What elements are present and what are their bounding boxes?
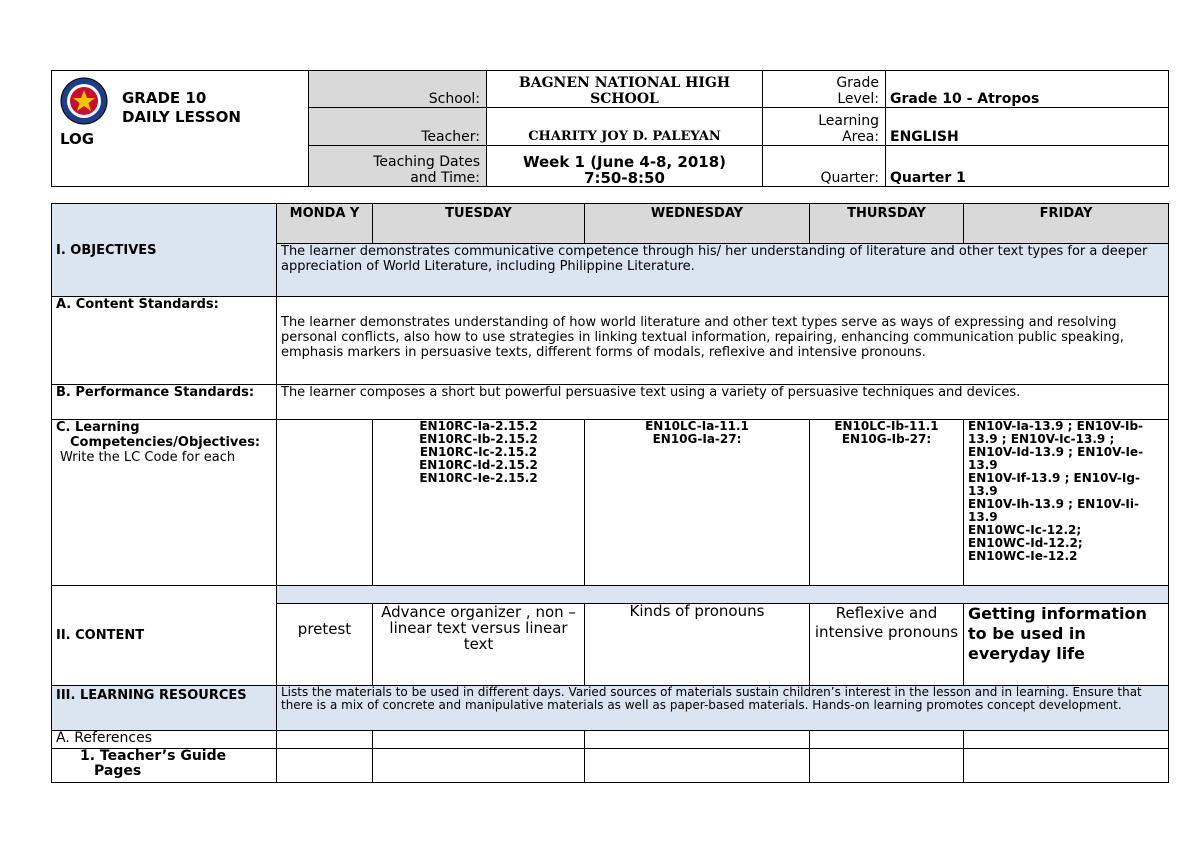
quarter-value: Quarter 1 — [886, 146, 1169, 187]
content-tuesday: Advance organizer , non – linear text versus linear text — [373, 604, 585, 686]
references-tuesday — [373, 731, 585, 749]
teachers-guide-monday — [277, 749, 373, 783]
content-monday: pretest — [277, 604, 373, 686]
school-value: BAGNEN NATIONAL HIGH SCHOOL — [487, 71, 763, 108]
teacher-label: Teacher: — [309, 108, 487, 146]
lc-code: EN10LC-Ib-11.1 — [834, 419, 939, 433]
lc-code: EN10WC-Ic-12.2; — [968, 523, 1082, 537]
content-thursday: Reflexive and intensive pronouns — [810, 604, 964, 686]
learning-area-value: ENGLISH — [886, 108, 1169, 146]
references-label: A. References — [52, 731, 277, 749]
references-thursday — [810, 731, 964, 749]
competencies-monday — [277, 420, 373, 586]
competencies-label: C. Learning Competencies/Objectives: — [56, 420, 261, 450]
deped-seal-icon — [60, 77, 108, 125]
lc-code: EN10G-Ia-27: — [652, 432, 742, 446]
day-wednesday: WEDNESDAY — [585, 204, 810, 244]
lc-code: EN10WC-Ie-12.2 — [968, 549, 1078, 563]
title-block — [52, 71, 309, 187]
competencies-tuesday — [373, 420, 585, 586]
quarter-label: Quarter: — [763, 146, 886, 187]
lc-code: EN10V-Ih-13.9 ; EN10V-Ii-13.9 — [968, 497, 1139, 524]
lc-code: EN10WC-Id-12.2; — [968, 536, 1083, 550]
competencies-sublabel: Write the LC Code for each — [60, 450, 236, 465]
day-friday: FRIDAY — [964, 204, 1169, 244]
references-friday — [964, 731, 1169, 749]
lesson-table — [51, 203, 1169, 783]
grade-level-value: Grade 10 - Atropos — [886, 71, 1169, 108]
content-blue-band — [277, 586, 1169, 604]
teaching-dates-label-line2: and Time: — [410, 170, 480, 186]
lc-code: EN10V-Ia-13.9 ; EN10V-Ib-13.9 ; EN10V-Ic-13.9 ; — [968, 419, 1144, 446]
learning-area-label-line2: Area: — [842, 129, 879, 145]
learning-area-label — [763, 108, 886, 146]
content-wednesday: Kinds of pronouns — [585, 604, 810, 686]
lc-code: EN10V-If-13.9 ; EN10V-Ig-13.9 — [968, 471, 1140, 498]
lc-code: EN10RC-Ib-2.15.2 — [419, 432, 538, 446]
day-tuesday: TUESDAY — [373, 204, 585, 244]
teaching-dates-label — [309, 146, 487, 187]
teaching-dates-value — [487, 146, 763, 187]
grade-level-label — [763, 71, 886, 108]
competencies-wednesday — [585, 420, 810, 586]
competencies-thursday — [810, 420, 964, 586]
lc-code: EN10G-Ib-27: — [841, 432, 932, 446]
lc-code: EN10RC-Id-2.15.2 — [419, 458, 538, 472]
content-friday: Getting information to be used in everyday life — [964, 604, 1169, 686]
teachers-guide-wednesday — [585, 749, 810, 783]
school-label: School: — [309, 71, 487, 108]
teachers-guide-tuesday — [373, 749, 585, 783]
grade-level-label-line1: Grade — [836, 75, 879, 91]
teacher-value: CHARITY JOY D. PALEYAN — [487, 108, 763, 146]
lc-code: EN10RC-Ia-2.15.2 — [419, 419, 538, 433]
teaching-dates-label-line1: Teaching Dates — [373, 154, 480, 170]
day-monday: MONDA Y — [277, 204, 373, 244]
teachers-guide-thursday — [810, 749, 964, 783]
dll-title-line1: GRADE 10 — [122, 89, 207, 107]
content-standards-text: The learner demonstrates understanding of how world literature and other text types serve as ways of expressing and resolving personal conflicts, also how to use strategies in linking textual information, repairing, enhancing communication public speaking, emphasis markers in persuasive texts, different forms of modals, reflexive and intensive pronouns. — [277, 297, 1169, 385]
dll-title-line2: DAILY LESSON — [122, 108, 241, 126]
objectives-text: The learner demonstrates communicative competence through his/ her understanding of literature and other text types for a deeper appreciation of World Literature, including Philippine Literature. — [277, 244, 1169, 297]
content-label: II. CONTENT — [52, 586, 277, 686]
teaching-time: 7:50-8:50 — [584, 169, 665, 187]
teachers-guide-label: 1. Teacher’s Guide Pages — [52, 749, 277, 783]
objectives-label: I. OBJECTIVES — [52, 204, 277, 297]
header-table — [51, 70, 1169, 187]
resources-label: III. LEARNING RESOURCES — [52, 686, 277, 731]
day-thursday: THURSDAY — [810, 204, 964, 244]
performance-standards-text: The learner composes a short but powerful persuasive text using a variety of persuasive techniques and devices. — [277, 385, 1169, 420]
dll-title-line3: LOG — [60, 130, 95, 148]
references-monday — [277, 731, 373, 749]
lc-code: EN10LC-Ia-11.1 — [645, 419, 749, 433]
references-wednesday — [585, 731, 810, 749]
grade-level-label-line2: Level: — [837, 91, 879, 107]
competencies-label-cell — [52, 420, 277, 586]
lc-code: EN10RC-Ic-2.15.2 — [419, 445, 538, 459]
lc-code: EN10RC-Ie-2.15.2 — [419, 471, 538, 485]
teachers-guide-friday — [964, 749, 1169, 783]
competencies-friday — [964, 420, 1169, 586]
teaching-week: Week 1 (June 4-8, 2018) — [522, 153, 727, 171]
lc-code: EN10V-Id-13.9 ; EN10V-Ie-13.9 — [968, 445, 1144, 472]
resources-text: Lists the materials to be used in different days. Varied sources of materials sustain children’s interest in the lesson and in learning. Ensure that there is a mix of concrete and manipulative materials as well as paper-based materials. Hands-on learning promotes concept development. — [277, 686, 1169, 731]
performance-standards-label: B. Performance Standards: — [52, 385, 277, 420]
learning-area-label-line1: Learning — [818, 113, 879, 129]
content-standards-label: A. Content Standards: — [52, 297, 277, 385]
